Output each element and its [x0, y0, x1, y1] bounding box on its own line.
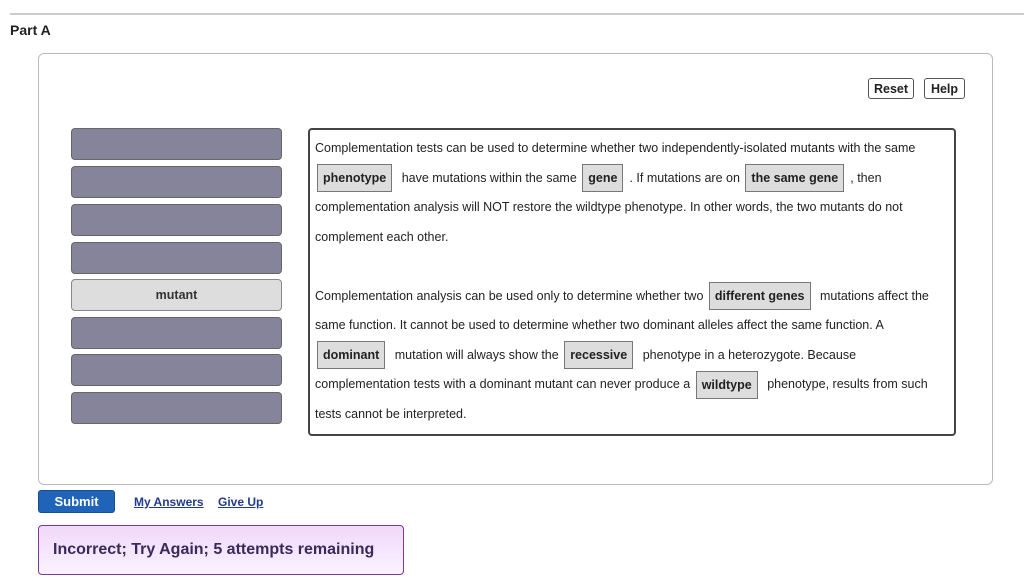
my-answers-link[interactable]: My Answers	[134, 495, 204, 509]
blank-different-genes[interactable]: different genes	[709, 282, 811, 310]
blank-phenotype[interactable]: phenotype	[317, 164, 392, 192]
divider	[10, 13, 1024, 15]
paragraph-1	[315, 134, 949, 252]
reset-button[interactable]: Reset	[868, 78, 914, 99]
label-slot[interactable]	[71, 242, 282, 274]
text: phenotype, results from such tests cannot be interpreted.	[315, 377, 928, 421]
blank-wildtype[interactable]: wildtype	[696, 371, 758, 399]
text: Complementation analysis can be used only to determine whether two	[315, 288, 704, 303]
label-slot[interactable]	[71, 317, 282, 349]
text: mutation will always show the	[394, 347, 559, 362]
blank-same-gene[interactable]: the same gene	[745, 164, 844, 192]
label-slot[interactable]	[71, 392, 282, 424]
help-button[interactable]: Help	[924, 78, 965, 99]
text: phenotype in a heterozygote. Because complementation tests with a dominant mutant can never produce a	[315, 347, 857, 391]
label-slot[interactable]	[71, 354, 282, 386]
text: , then complementation analysis will NOT restore the wildtype phenotype. In other words, the two mutants do not complement each other.	[315, 170, 903, 244]
text: . If mutations are on	[629, 170, 740, 185]
label-slot[interactable]	[71, 128, 282, 160]
blank-recessive[interactable]: recessive	[564, 341, 633, 369]
part-title: Part A	[10, 22, 51, 38]
blank-gene[interactable]: gene	[582, 164, 623, 192]
label-slot[interactable]	[71, 166, 282, 198]
label-slot[interactable]	[71, 204, 282, 236]
text: Complementation tests can be used to determine whether two independently-isolated mutants with the same	[315, 141, 916, 155]
text: mutations affect the same function. It cannot be used to determine whether two dominant alleles affect the same function. A	[315, 288, 929, 332]
paragraph-2	[315, 282, 949, 430]
fill-in-text	[308, 128, 956, 436]
blank-dominant[interactable]: dominant	[317, 341, 385, 369]
feedback-message: Incorrect; Try Again; 5 attempts remaining	[38, 525, 404, 575]
text: have mutations within the same	[401, 170, 577, 185]
label-mutant[interactable]: mutant	[71, 279, 282, 311]
give-up-link[interactable]: Give Up	[218, 495, 264, 509]
submit-button[interactable]: Submit	[38, 490, 115, 513]
